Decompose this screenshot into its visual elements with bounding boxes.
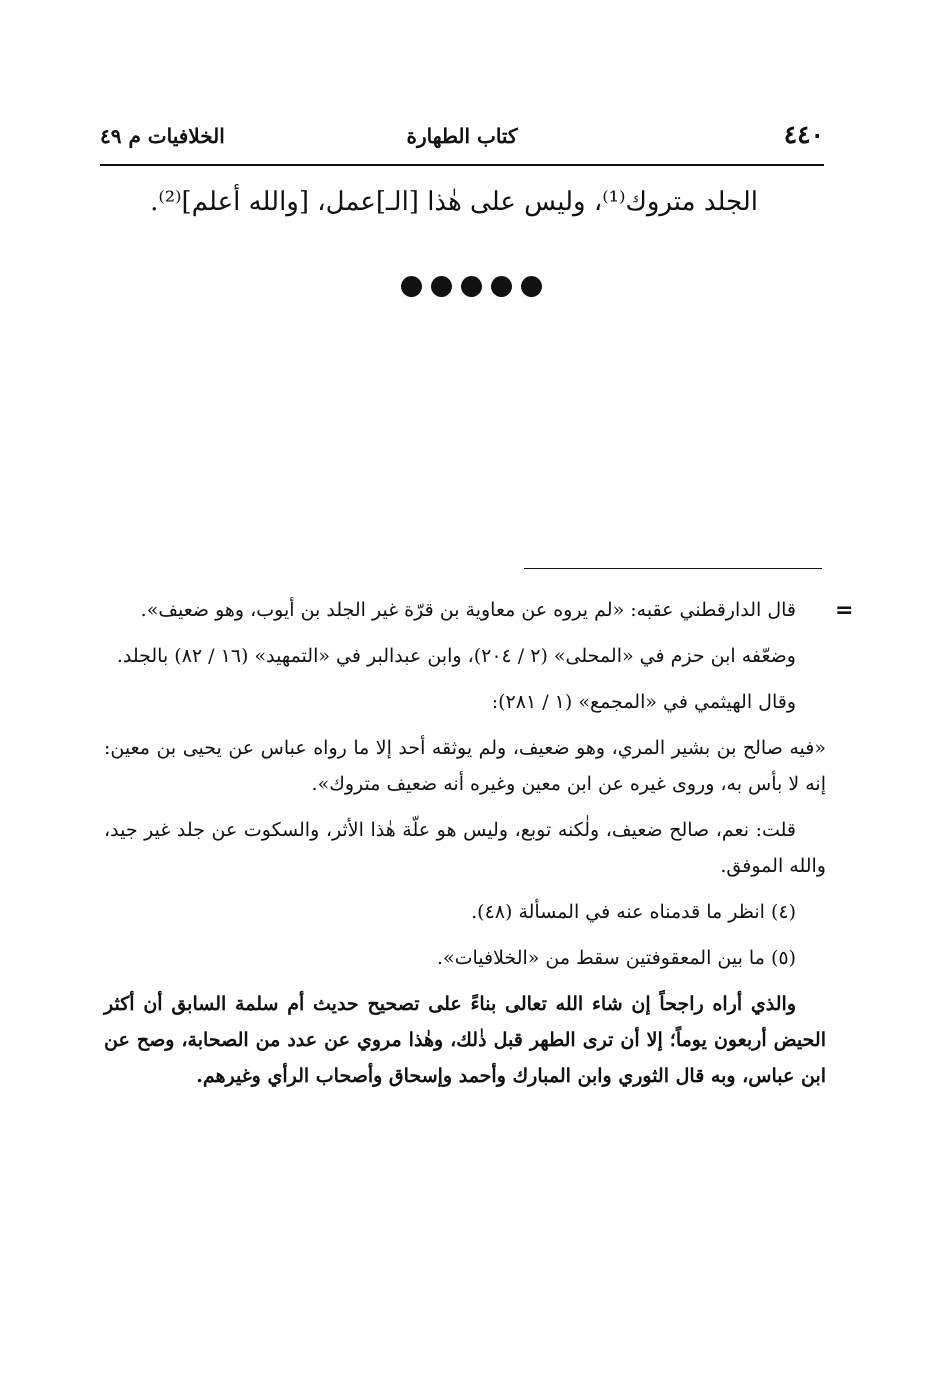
footnote-paragraph: وقال الهيثمي في «المجمع» (١ / ٢٨١): — [491, 691, 796, 713]
separator-dot — [431, 276, 452, 297]
footnote-rule — [524, 568, 822, 569]
separator-dot — [401, 276, 422, 297]
footnote-quote: «فيه صالح بن بشير المري، وهو ضعيف، ولم يوثقه أحد إلا ما رواه عباس عن يحيى بن معين: إنه لا بأس به، وروى غيره عن ابن معين وغيره أنه ضعيف متروك». — [104, 737, 826, 795]
separator-dot — [491, 276, 512, 297]
editor-note: والذي أراه راجحاً إن شاء الله تعالى بناءً على تصحيح حديث أم سلمة السابق أن أكثر الحيض أربعون يوماً؛ إلا أن ترى الطهر قبل ذٰلك، وهٰذا مروي عن عدد من الصحابة، وصح عن ابن عباس، وبه قال الثوري وابن المبارك وأحمد وإسحاق وأصحاب الرأي وغيرهم. — [104, 993, 826, 1087]
section-separator — [0, 276, 943, 297]
running-header — [100, 120, 824, 156]
separator-dot — [521, 276, 542, 297]
footnote-paragraph: وضعّفه ابن حزم في «المحلى» (٢ / ٢٠٤)، وابن عبدالبر في «التمهيد» (١٦ / ٨٢) بالجلد. — [116, 645, 796, 667]
footnote-continuation-mark: = — [835, 598, 854, 623]
footnote-paragraph: قال الدارقطني عقبه: «لم يروه عن معاوية بن قرّة غير الجلد بن أيوب، وهو ضعيف». — [140, 599, 796, 621]
signature-mark: الخلافيات م ٤٩ — [100, 124, 225, 148]
page-number: ٤٤٠ — [783, 120, 824, 149]
separator-dot — [461, 276, 482, 297]
footnote-5: (٥) ما بين المعقوفتين سقط من «الخلافيات». — [436, 947, 796, 969]
footnote-paragraph: قلت: نعم، صالح ضعيف، ولٰكنه توبع، وليس هو علّة هٰذا الأثر، والسكوت عن جلد غير جيد، والله الموفق. — [104, 819, 826, 877]
footnotes — [104, 592, 826, 1104]
header-rule — [100, 164, 824, 166]
footnote-4: (٤) انظر ما قدمناه عنه في المسألة (٤٨). — [471, 901, 796, 923]
book-title: كتاب الطهارة — [406, 124, 518, 148]
main-text: الجلد متروك⁽¹⁾، وليس على هٰذا [الـ]عمل، [والله أعلم]⁽²⁾. — [150, 187, 758, 217]
